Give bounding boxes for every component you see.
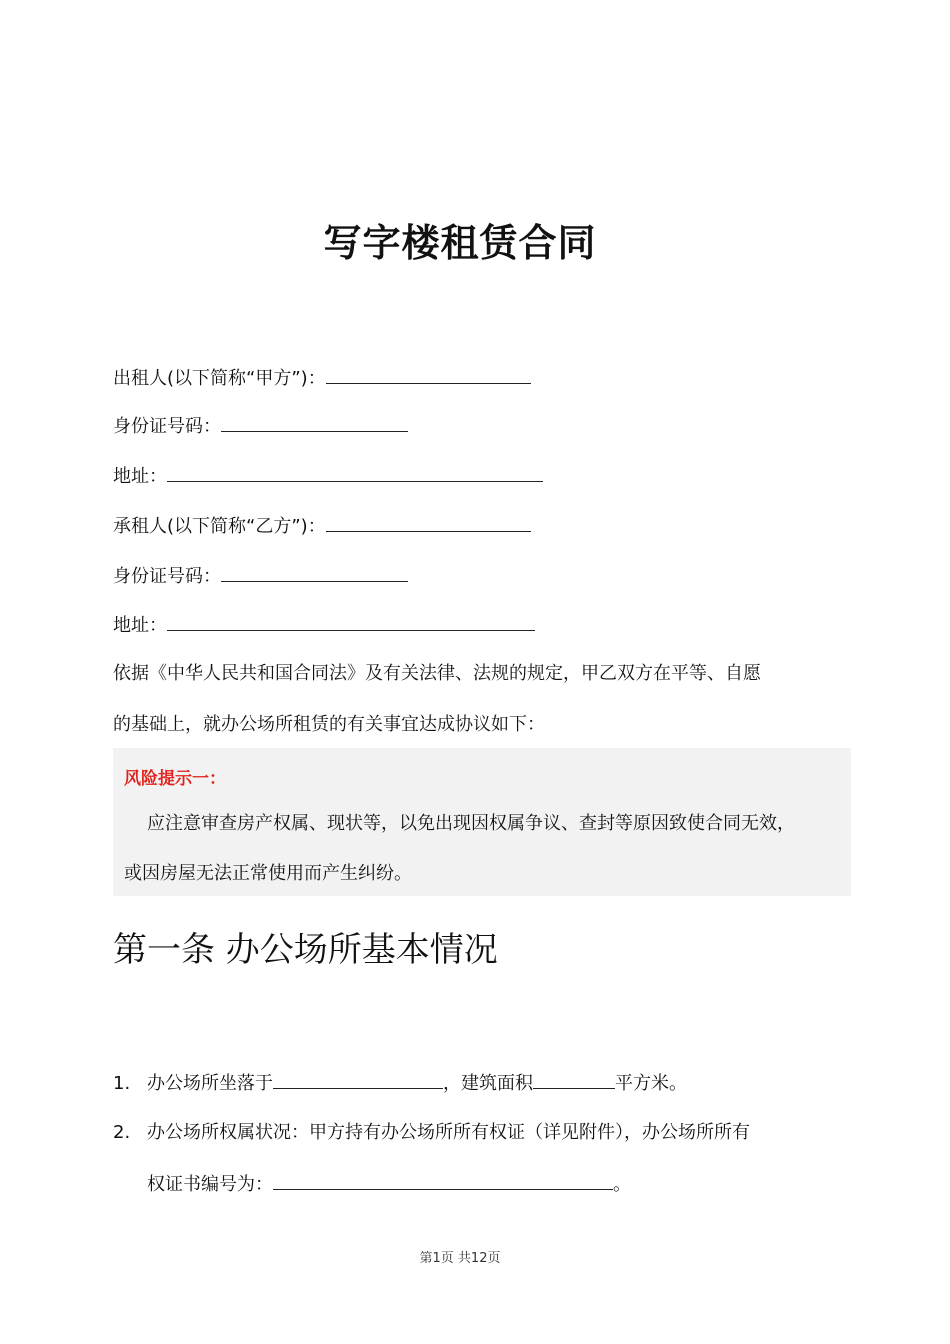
preamble-line-1: 依据《中华人民共和国合同法》及有关法律、法规的规定，甲乙双方在平等、自愿 <box>113 663 761 684</box>
document-title: 写字楼租赁合同 <box>323 221 597 265</box>
lessor-blank <box>326 365 531 384</box>
lessee-blank <box>326 513 531 532</box>
preamble-line-2: 的基础上，就办公场所租赁的有关事宜达成协议如下： <box>113 714 545 735</box>
item-2-line-2-end: 。 <box>613 1174 631 1195</box>
lessor-id-blank <box>221 413 408 432</box>
lessee-address-label: 地址： <box>113 615 167 636</box>
risk-notice-line-2: 或因房屋无法正常使用而产生纠纷。 <box>124 863 412 884</box>
section-1-item-2-cont <box>147 1171 631 1197</box>
item-1-text-a: 办公场所坐落于 <box>147 1073 273 1094</box>
item-1-text-c: 平方米。 <box>615 1073 687 1094</box>
certificate-number-blank <box>273 1171 613 1190</box>
lessee-address-line <box>113 612 535 638</box>
section-1-item-1 <box>113 1070 687 1096</box>
lessee-address-blank <box>167 612 535 631</box>
section-1-item-2 <box>113 1121 750 1145</box>
item-1-number: 1. <box>113 1073 131 1094</box>
item-2-number: 2. <box>113 1122 131 1143</box>
item-2-line-1: 办公场所权属状况：甲方持有办公场所所有权证（详见附件），办公场所所有 <box>147 1122 750 1143</box>
lessee-label: 承租人(以下简称“乙方”)： <box>113 516 326 537</box>
lessor-id-line <box>113 413 408 439</box>
lessor-address-label: 地址： <box>113 466 167 487</box>
lessor-id-label: 身份证号码： <box>113 416 221 437</box>
lessee-line <box>113 513 531 539</box>
section-1-heading: 第一条 办公场所基本情况 <box>113 930 498 970</box>
item-1-text-b: ，建筑面积 <box>443 1073 533 1094</box>
location-blank <box>273 1070 443 1089</box>
risk-notice-line-1: 应注意审查房产权属、现状等，以免出现因权属争议、查封等原因致使合同无效， <box>147 813 795 834</box>
risk-notice-title: 风险提示一： <box>124 769 226 789</box>
risk-notice-box <box>113 748 851 896</box>
lessor-address-line <box>113 463 543 489</box>
lessor-line <box>113 365 531 391</box>
lessee-id-line <box>113 563 408 589</box>
page-footer: 第1页 共12页 <box>419 1251 501 1266</box>
lessee-id-blank <box>221 563 408 582</box>
area-blank <box>533 1070 615 1089</box>
lessor-address-blank <box>167 463 543 482</box>
lessor-label: 出租人(以下简称“甲方”)： <box>113 368 326 389</box>
item-2-line-2-label: 权证书编号为： <box>147 1174 273 1195</box>
lessee-id-label: 身份证号码： <box>113 566 221 587</box>
